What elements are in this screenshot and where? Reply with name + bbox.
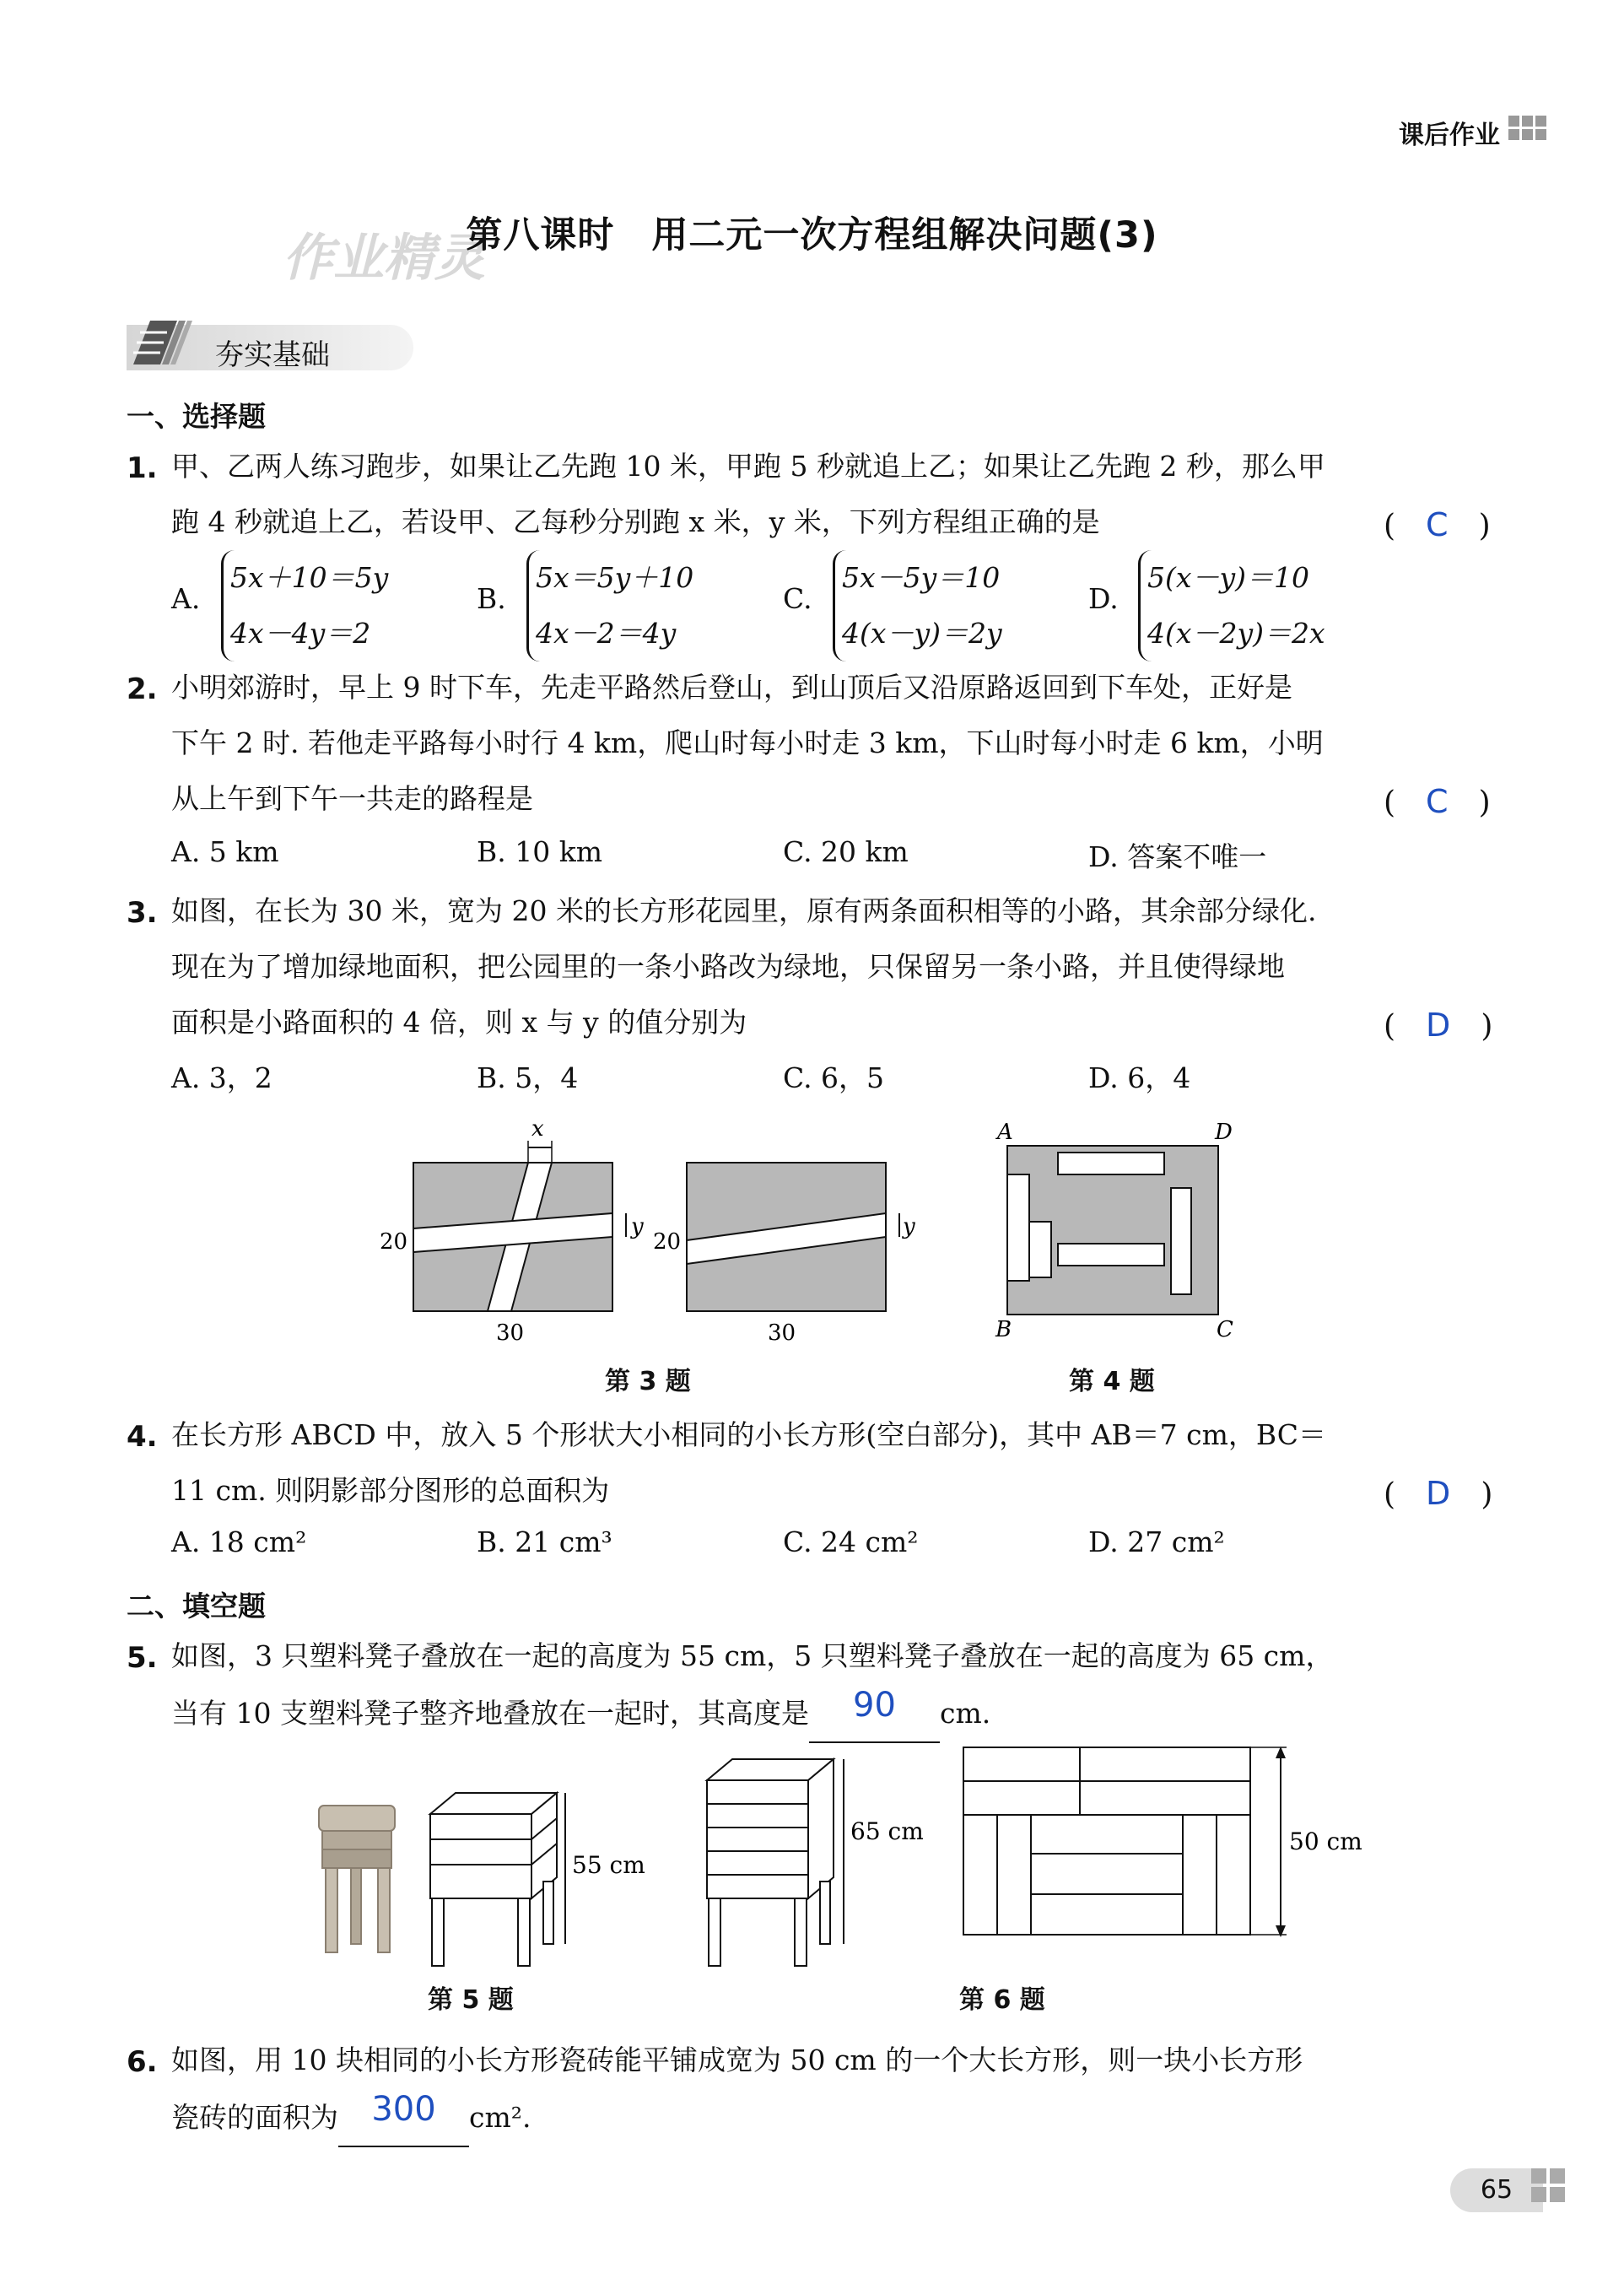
q2-answer: ( C ) xyxy=(1384,783,1491,820)
page-title: 第八课时 用二元一次方程组解决问题(3) xyxy=(466,214,1158,256)
q1-option-a-label: A. xyxy=(171,582,201,615)
header-label: 课后作业 xyxy=(1399,121,1500,150)
page-number: 65 xyxy=(1450,2168,1543,2212)
q2-line3: 从上午到下午一共走的路程是 xyxy=(171,782,533,815)
q5-answer: 90 xyxy=(853,1686,896,1725)
fig3-w-label-2: 30 xyxy=(768,1320,796,1342)
notebook-icon xyxy=(125,314,201,373)
q3-answer: ( D ) xyxy=(1384,1007,1493,1044)
fig4-A-label: A xyxy=(997,1120,1013,1145)
q3-line1: 如图，在长为 30 米，宽为 20 米的长方形花园里，原有两条面积相等的小路，其余部分绿化. xyxy=(171,894,1317,927)
q6-number: 6. xyxy=(127,2045,158,2079)
q4-number: 4. xyxy=(127,1420,158,1454)
q5-line1: 如图，3 只塑料凳子叠放在一起的高度为 55 cm，5 只塑料凳子叠放在一起的高度为 65 cm， xyxy=(171,1639,1334,1672)
fig4-D-label: D xyxy=(1215,1120,1233,1145)
q3-number: 3. xyxy=(127,896,158,930)
q6-answer: 300 xyxy=(371,2090,436,2129)
q4-answer: ( D ) xyxy=(1384,1475,1493,1512)
figure-4 xyxy=(987,1120,1265,1340)
page-number-grid-icon xyxy=(1531,2168,1565,2202)
fig3-y-label-2: y xyxy=(903,1214,915,1239)
q1-option-c-label: C. xyxy=(783,582,812,615)
stool-photo xyxy=(319,1806,395,1952)
fig3-h-label-2: 20 xyxy=(653,1229,682,1255)
figure-5 xyxy=(304,1747,945,1983)
q1-option-c: 5x－5y＝10 4(x－y)＝2y xyxy=(833,550,1002,661)
q1-option-d-label: D. xyxy=(1088,582,1119,615)
q3-line2: 现在为了增加绿地面积，把公园里的一条小路改为绿地，只保留另一条小路，并且使得绿地 xyxy=(171,950,1285,983)
q3-line3: 面积是小路面积的 4 倍，则 x 与 y 的值分别为 xyxy=(171,1006,747,1039)
fig3-w-label-1: 30 xyxy=(496,1320,525,1342)
figure-5-caption: 第 5 题 xyxy=(428,1985,514,2015)
stool-stack-5 xyxy=(707,1759,834,1966)
q5-line2: 当有 10 支塑料凳子整齐地叠放在一起时，其高度是 90 cm. xyxy=(171,1684,990,1743)
stool-stack-3 xyxy=(430,1793,557,1966)
q1-answer: ( C ) xyxy=(1384,506,1491,543)
q1-number: 1. xyxy=(127,451,158,485)
q4-option-d: D. 27 cm² xyxy=(1088,1525,1225,1558)
q3-option-c: C. 6，5 xyxy=(783,1061,885,1094)
fig4-B-label: B xyxy=(995,1317,1012,1340)
q1-option-b: 5x＝5y＋10 4x－2＝4y xyxy=(526,550,693,661)
q1-line2: 跑 4 秒就追上乙，若设甲、乙每秒分别跑 x 米，y 米，下列方程组正确的是 xyxy=(171,505,1100,538)
q2-option-d: D. 答案不唯一 xyxy=(1088,840,1267,873)
q2-line1: 小明郊游时，早上 9 时下车，先走平路然后登山，到山顶后又沿原路返回到下车处，正好是 xyxy=(171,671,1292,704)
fig3-y-label-1: y xyxy=(631,1214,644,1239)
q1-option-a: 5x＋10＝5y 4x－4y＝2 xyxy=(221,550,388,661)
section-label: 夯实基础 xyxy=(215,338,330,372)
q1-line1: 甲、乙两人练习跑步，如果让乙先跑 10 米，甲跑 5 秒就追上乙；如果让乙先跑 2 秒，那么甲 xyxy=(171,450,1325,483)
fig6-height: 50 cm xyxy=(1289,1828,1362,1855)
q4-option-b: B. 21 cm³ xyxy=(477,1525,612,1558)
fig6-dimension xyxy=(1265,1745,1375,1939)
q4-option-a: A. 18 cm² xyxy=(171,1525,307,1558)
fig3-h-label-1: 20 xyxy=(380,1229,408,1255)
header-grid-icon xyxy=(1508,116,1546,140)
q5-number: 5. xyxy=(127,1641,158,1675)
q2-option-b: B. 10 km xyxy=(477,835,602,868)
figure-6 xyxy=(953,1734,1291,1945)
watermark: 作业精灵 xyxy=(283,229,485,288)
q1-option-d: 5(x－y)＝10 4(x－2y)＝2x xyxy=(1138,550,1325,661)
q6-line2: 瓷砖的面积为 300 cm². xyxy=(171,2088,531,2147)
q4-line1: 在长方形 ABCD 中，放入 5 个形状大小相同的小长方形(空白部分)，其中 AB＝7 cm，BC＝ xyxy=(171,1418,1327,1451)
fig5-height-1: 55 cm xyxy=(572,1851,645,1879)
fig4-C-label: C xyxy=(1217,1317,1233,1340)
figure-3 xyxy=(363,1114,920,1342)
q2-line2: 下午 2 时. 若他走平路每小时行 4 km，爬山时每小时走 3 km，下山时每小时走 6 km，小明 xyxy=(171,726,1324,759)
q2-option-a: A. 5 km xyxy=(171,835,279,868)
q4-option-c: C. 24 cm² xyxy=(783,1525,919,1558)
q2-number: 2. xyxy=(127,672,158,706)
part1-title: 一、选择题 xyxy=(127,400,266,433)
q2-option-c: C. 20 km xyxy=(783,835,909,868)
q4-line2: 11 cm. 则阴影部分图形的总面积为 xyxy=(171,1474,610,1507)
fig3-x-label: x xyxy=(531,1116,544,1142)
part2-title: 二、填空题 xyxy=(127,1590,266,1622)
q3-option-a: A. 3，2 xyxy=(171,1061,272,1094)
q3-option-b: B. 5，4 xyxy=(477,1061,579,1094)
q1-option-b-label: B. xyxy=(477,582,506,615)
q6-line1: 如图，用 10 块相同的小长方形瓷砖能平铺成宽为 50 cm 的一个大长方形，则一块小长方形 xyxy=(171,2044,1303,2076)
figure-6-caption: 第 6 题 xyxy=(959,1985,1045,2015)
q3-option-d: D. 6，4 xyxy=(1088,1061,1191,1094)
figure-4-caption: 第 4 题 xyxy=(1069,1367,1155,1396)
fig5-height-2: 65 cm xyxy=(850,1817,924,1845)
figure-3-caption: 第 3 题 xyxy=(605,1367,691,1396)
